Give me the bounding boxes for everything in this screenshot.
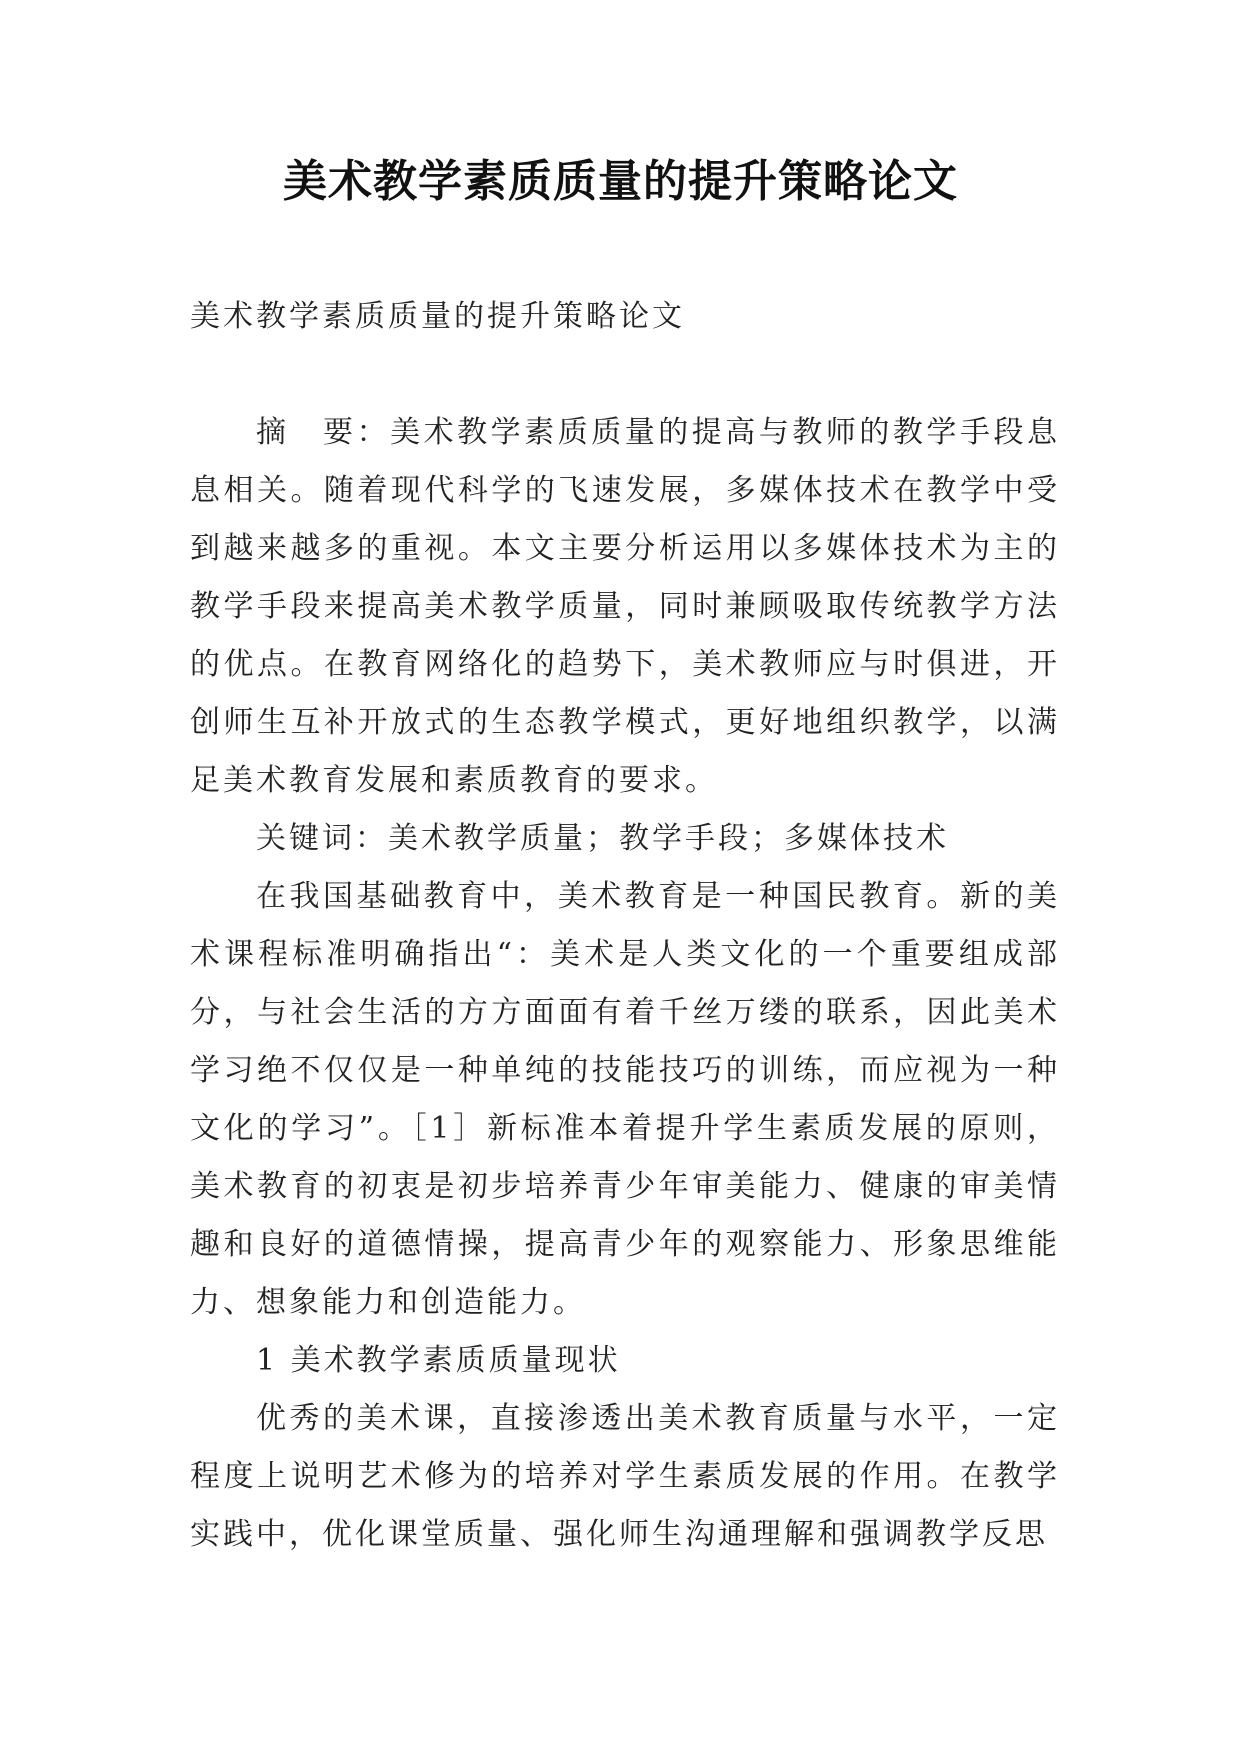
abstract-paragraph: 摘 要：美术教学素质质量的提高与教师的教学手段息息相关。随着现代科学的飞速发展，多媒体技术在教学中受到越来越多的重视。本文主要分析运用以多媒体技术为主的教学手段来提高美术教学质量，同时兼顾吸取传统教学方法的优点。在教育网络化的趋势下，美术教师应与时俱进，开创师生互补开放式的生态教学模式，更好地组织教学，以满足美术教育发展和素质教育的要求。 [190,415,1060,798]
document-body [190,288,1060,1564]
section-paragraph: 优秀的美术课，直接渗透出美术教育质量与水平，一定程度上说明艺术修为的培养对学生素质发展的作用。在教学实践中，优化课堂质量、强化师生沟通理解和强调教学反思 [190,1401,1060,1552]
intro-paragraph: 在我国基础教育中，美术教育是一种国民教育。新的美术课程标准明确指出“：美术是人类文化的一个重要组成部分，与社会生活的方方面面有着千丝万缕的联系，因此美术学习绝不仅仅是一种单纯的技能技巧的训练，而应视为一种文化的学习”。［1］新标准本着提升学生素质发展的原则，美术教育的初衷是初步培养青少年审美能力、健康的审美情趣和良好的道德情操，提高青少年的观察能力、形象思维能力、想象能力和创造能力。 [190,879,1060,1320]
document-subtitle: 美术教学素质质量的提升策略论文 [190,299,685,334]
section-heading: 1 美术教学素质质量现状 [256,1343,621,1378]
keywords-paragraph: 关键词：美术教学质量；教学手段；多媒体技术 [256,821,949,856]
document-title: 美术教学素质质量的提升策略论文 [283,156,958,207]
